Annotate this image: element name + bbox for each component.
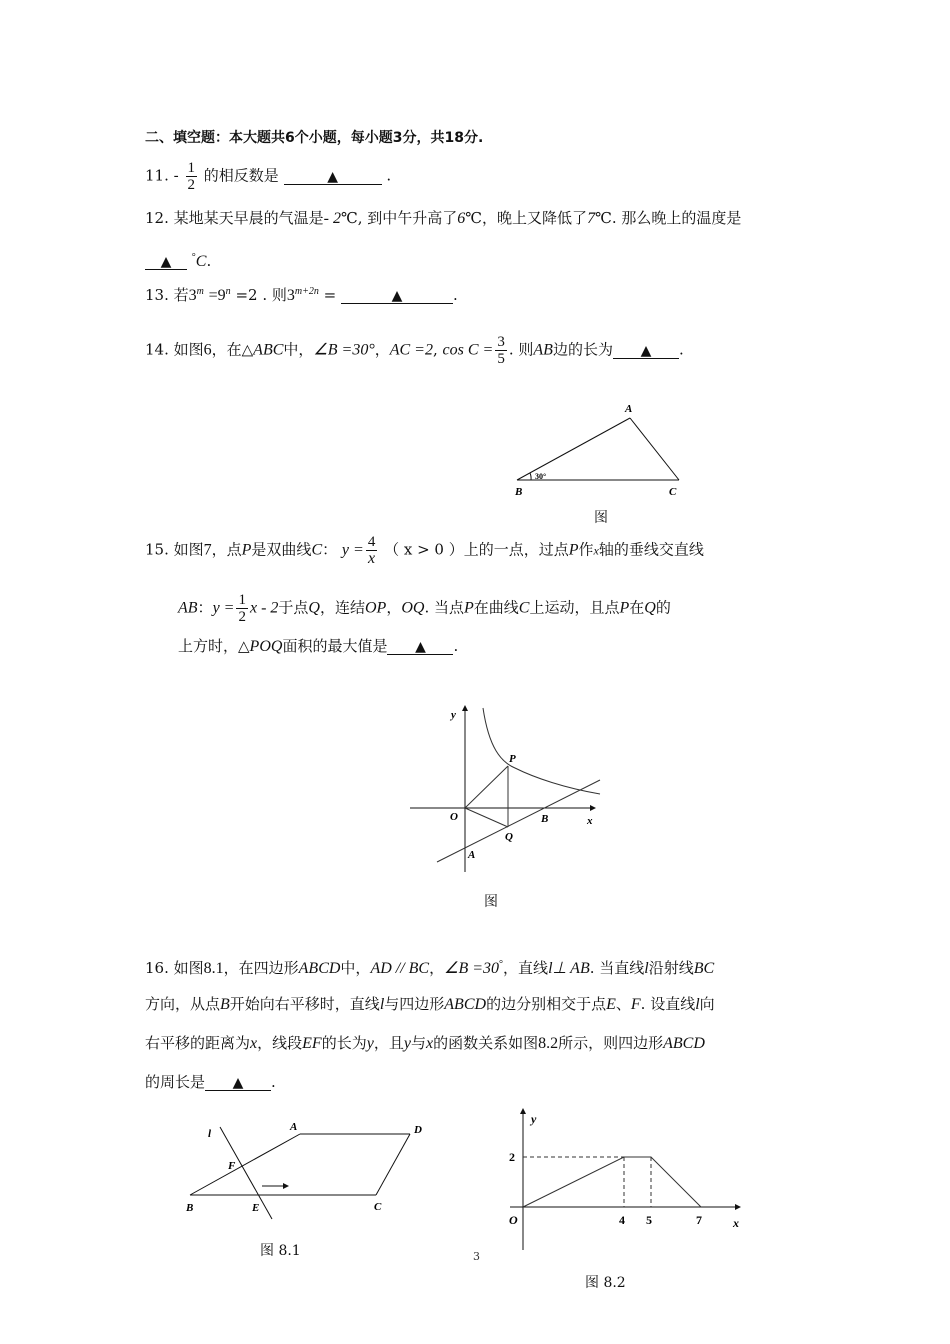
q15-fraction [366,534,378,567]
q12-answer-blank[interactable]: ▲ [145,255,187,270]
q14-text-a: 14. 如图 [145,340,204,359]
q12-unit: C [195,253,207,270]
q11-frac-num: 1 [187,160,195,176]
fig82-tick-7: 7 [696,1213,702,1227]
q16-line-l-2: l [644,960,649,977]
fig7-segment-oq [465,808,508,827]
q16-l4-a: 的周长是 [145,1073,206,1091]
q15-l2-e: ， [386,598,402,617]
q16-l2-f: . 设直线 [640,995,696,1013]
fig7-label-q: Q [505,831,513,843]
q14-text-g: 边的长为 [552,340,613,359]
q12-text-c: ℃，晚上又降低了 [465,209,588,227]
fig82-tick-2: 2 [509,1150,515,1164]
q11-number: 11. [145,166,169,185]
q11-fraction [186,160,198,193]
q15-frac-den: x [368,550,376,567]
fig82-function-graph [523,1157,701,1207]
q16-point-e: E [606,996,616,1013]
q15-frac-num: 4 [367,534,376,550]
q16-fig-no-2: 8.2 [538,1035,559,1052]
q15-point-p-3: P [464,599,474,617]
question-12-line2: ▲ °C. [145,248,211,272]
q15-text-b: ，点 [211,540,242,559]
q16-l3-b: ，线段 [257,1034,303,1052]
q16-ef: EF [302,1035,322,1052]
fig6-angle-arc [530,473,531,480]
fig7-label-o: O [450,811,458,823]
q11-answer-blank[interactable]: ▲ [284,170,382,185]
fig7-label-p: P [509,753,516,765]
fig81-label-a: A [290,1121,298,1133]
q13-base-2: 3 [286,287,295,304]
fig82-tick-5: 5 [646,1213,652,1227]
q15-point-q-2: Q [644,599,656,617]
fig81-label-l: l [208,1128,212,1140]
q16-angle: ∠B =30 [444,960,500,977]
q15-text-a: 15. 如图 [145,540,204,559]
q15-answer-blank[interactable]: ▲ [387,640,453,655]
q16-x-2: x [425,1035,434,1052]
q16-fig-no: 8.1 [203,960,224,977]
q16-line-l: l [548,960,553,977]
q12-text-b: ℃, 到中午升高了 [340,209,458,227]
q14-text-f: . 则 [508,340,534,359]
figure-7 [405,700,610,880]
q16-l2-g: 向 [699,995,715,1013]
q16-text-e: ，直线 [503,959,549,977]
fig6-angle-label: 30° [535,472,547,481]
q15-l2-expr: x - 2 [249,599,279,617]
question-15-line2 [178,592,671,625]
q16-text-b: ，在四边形 [223,959,299,977]
q16-y: y [366,1035,374,1052]
q16-text-c: 中， [340,959,371,977]
q16-l2-b: 开始向右平移时，直线 [229,995,380,1013]
q15-l2-c: 于点 [278,598,309,617]
q12-end: . [206,252,212,270]
fig7-hyperbola [483,708,600,794]
fig81-label-b: B [186,1202,194,1214]
q16-l3-d: ，且 [373,1034,404,1052]
q13-eq-1: =9 [208,287,226,304]
q16-answer-blank[interactable]: ▲ [205,1076,271,1091]
q16-y-2: y [403,1035,411,1052]
q14-answer-blank[interactable]: ▲ [613,344,679,359]
q16-parallel: AD // BC [370,960,430,977]
fig82-label-y: y [531,1112,537,1126]
fig81-label-f: F [228,1160,236,1172]
q13-text-a: 13. 若 [145,286,189,304]
fig7-label-b: B [541,813,549,825]
fig81-caption: 图 8.1 [260,1243,301,1259]
fig81-side-cd [376,1134,410,1195]
q15-l2-g: 在曲线 [473,598,519,617]
q14-fig-no: 6 [203,341,212,359]
q15-curve-c-2: C [518,599,530,617]
question-16-line1: 16. 如图8.1，在四边形ABCD中，AD // BC，∠B =30°，直线l⊥ AB. 当直线l沿射线BC [145,959,715,977]
question-14 [145,334,684,367]
q16-text-g: 沿射线 [648,959,694,977]
q15-text-c: 是双曲线 [251,540,312,559]
fig82-caption: 图 8.2 [585,1275,626,1291]
q13-eq-2: =2 . 则 [235,286,287,304]
q14-angle: ∠B =30° [313,341,375,359]
q15-l2-fraction [236,592,248,625]
question-15-line1 [145,534,704,567]
q16-text-f: . 当直线 [589,959,645,977]
q14-ab: AB [533,341,553,359]
q11-end: . [386,166,392,185]
q13-exp-m: m [196,286,204,297]
q15-condition: （ x > 0 ）上的一点，过点 [384,540,569,559]
q13-exp-mn: m+2n [294,286,319,297]
q16-x: x [250,1035,258,1052]
question-13 [145,282,458,306]
q16-point-f: F [630,996,641,1013]
q15-l2-frac-den: 2 [238,609,246,625]
q16-abcd-3: ABCD [663,1035,705,1052]
q16-end: . [271,1073,276,1091]
fig81-label-e: E [252,1202,260,1214]
q15-l2-h: 上运动，且点 [529,598,620,617]
q16-l3-g: 所示，则四边形 [558,1034,664,1052]
q16-perp: ⊥ AB [552,960,590,977]
q15-point-p-4: P [619,599,630,617]
q16-l3-a: 右平移的距离为 [145,1034,251,1052]
fig6-caption: 图 [594,510,608,526]
figure-8-2 [475,1105,750,1255]
fig7-caption: 图 [484,894,498,910]
q15-text-e: 作 [578,540,594,559]
q15-l2-a: ： [197,598,213,617]
q12-value-1: - 2 [323,210,341,227]
q15-l2-d: ，连结 [319,598,365,617]
q14-triangle: ABC [253,341,284,359]
q13-eq-3: = [323,286,337,304]
q12-value-2: 6 [457,210,466,227]
section-heading: 二、填空题：本大题共6个小题，每小题3分，共18分. [145,130,484,146]
q11-text: 的相反数是 [203,166,279,185]
q12-text-a: 12. 某地某天早晨的气温是 [145,209,324,227]
fig82-label-x: x [733,1216,739,1230]
q15-text-f: 轴的垂线交直线 [598,540,704,559]
q14-cos: cos C = [442,341,494,359]
fig82-tick-4: 4 [619,1213,625,1227]
q12-text-d: ℃. 那么晚上的温度是 [595,209,742,227]
q15-l2-yeq: y = [212,599,235,617]
question-16-line4 [145,1072,276,1092]
q13-end: . [453,286,458,304]
figure-6 [505,398,695,502]
q15-line-ab: AB [178,599,198,617]
q16-abcd-2: ABCD [444,996,487,1013]
fig6-side-ac [630,418,679,480]
q15-l3-a: 上方时，△ [178,637,250,655]
q16-point-b: B [220,996,230,1013]
q16-l2-d: 的边分别相交于点 [486,995,607,1013]
figure-8-1 [180,1115,430,1220]
q15-op: OP [365,599,387,617]
fig7-label-a: A [468,849,476,861]
q15-point-q: Q [308,599,320,617]
q14-frac-num: 3 [497,334,505,350]
question-11 [145,160,391,193]
q16-bc: BC [693,960,715,977]
question-15-line3 [178,636,458,657]
fig6-label-c: C [669,486,677,498]
q16-abcd: ABCD [298,960,341,977]
q14-fraction [495,334,507,367]
q16-l3-c: 的长为 [321,1034,367,1052]
q15-fig-no: 7 [203,541,212,559]
q11-sign: - [173,166,179,185]
question-16-line3 [145,1033,705,1054]
q16-line-l-4: l [695,996,700,1013]
q16-l3-f: 的函数关系如图 [433,1034,539,1052]
q15-l2-i: 在 [629,598,645,617]
q15-y-eq: y = [341,541,364,559]
q15-l2-frac-num: 1 [238,592,246,608]
q16-text-d: ， [429,959,445,977]
q16-text-a: 16. 如图 [145,959,204,977]
q14-ac: AC =2 [389,341,433,359]
question-12-line1 [145,208,741,229]
q15-point-p: P [241,541,252,559]
fig7-line-ab [437,780,600,862]
q14-frac-den: 5 [497,351,505,367]
q15-poq: POQ [249,638,283,655]
q13-answer-blank[interactable]: ▲ [341,289,453,304]
q14-text-d: ， [374,340,390,359]
fig81-line-l [220,1127,272,1219]
q15-end: . [453,637,459,655]
q15-l3-b: 面积的最大值是 [282,637,388,655]
fig81-label-d: D [414,1124,422,1136]
q11-frac-den: 2 [187,177,195,193]
fig81-label-c: C [374,1201,382,1213]
q14-end: . [678,340,684,359]
fig6-label-b: B [515,486,523,498]
q16-l2-c: 与四边形 [384,995,445,1013]
q15-text-d: ： [322,540,338,559]
fig7-segment-op [465,766,508,808]
q14-text-e: , [432,340,438,359]
q15-x-axis: x [593,543,599,558]
fig7-label-y: y [451,709,456,721]
q16-line-l-3: l [379,996,385,1013]
q16-l2-e: 、 [615,995,631,1013]
question-16-line2 [145,994,715,1015]
fig6-side-ab [517,418,630,480]
q14-text-b: ，在△ [211,340,254,359]
q15-point-p-2: P [568,541,579,559]
q15-curve-c: C [311,541,323,559]
q13-exp-n: n [225,286,231,297]
fig7-label-x: x [587,815,593,827]
fig82-label-o: O [509,1213,518,1227]
fig6-label-a: A [625,403,633,415]
q13-base-1: 3 [188,287,197,304]
q15-oq: OQ [401,599,425,617]
q16-l2-a: 方向，从点 [145,995,221,1013]
q15-l2-f: . 当点 [424,598,464,617]
q15-l2-j: 的 [655,598,671,617]
page-number: 3 [473,1250,480,1263]
q12-value-3: 7 [587,210,596,227]
q14-text-c: 中， [283,340,314,359]
q16-l3-e: 与 [410,1034,426,1052]
